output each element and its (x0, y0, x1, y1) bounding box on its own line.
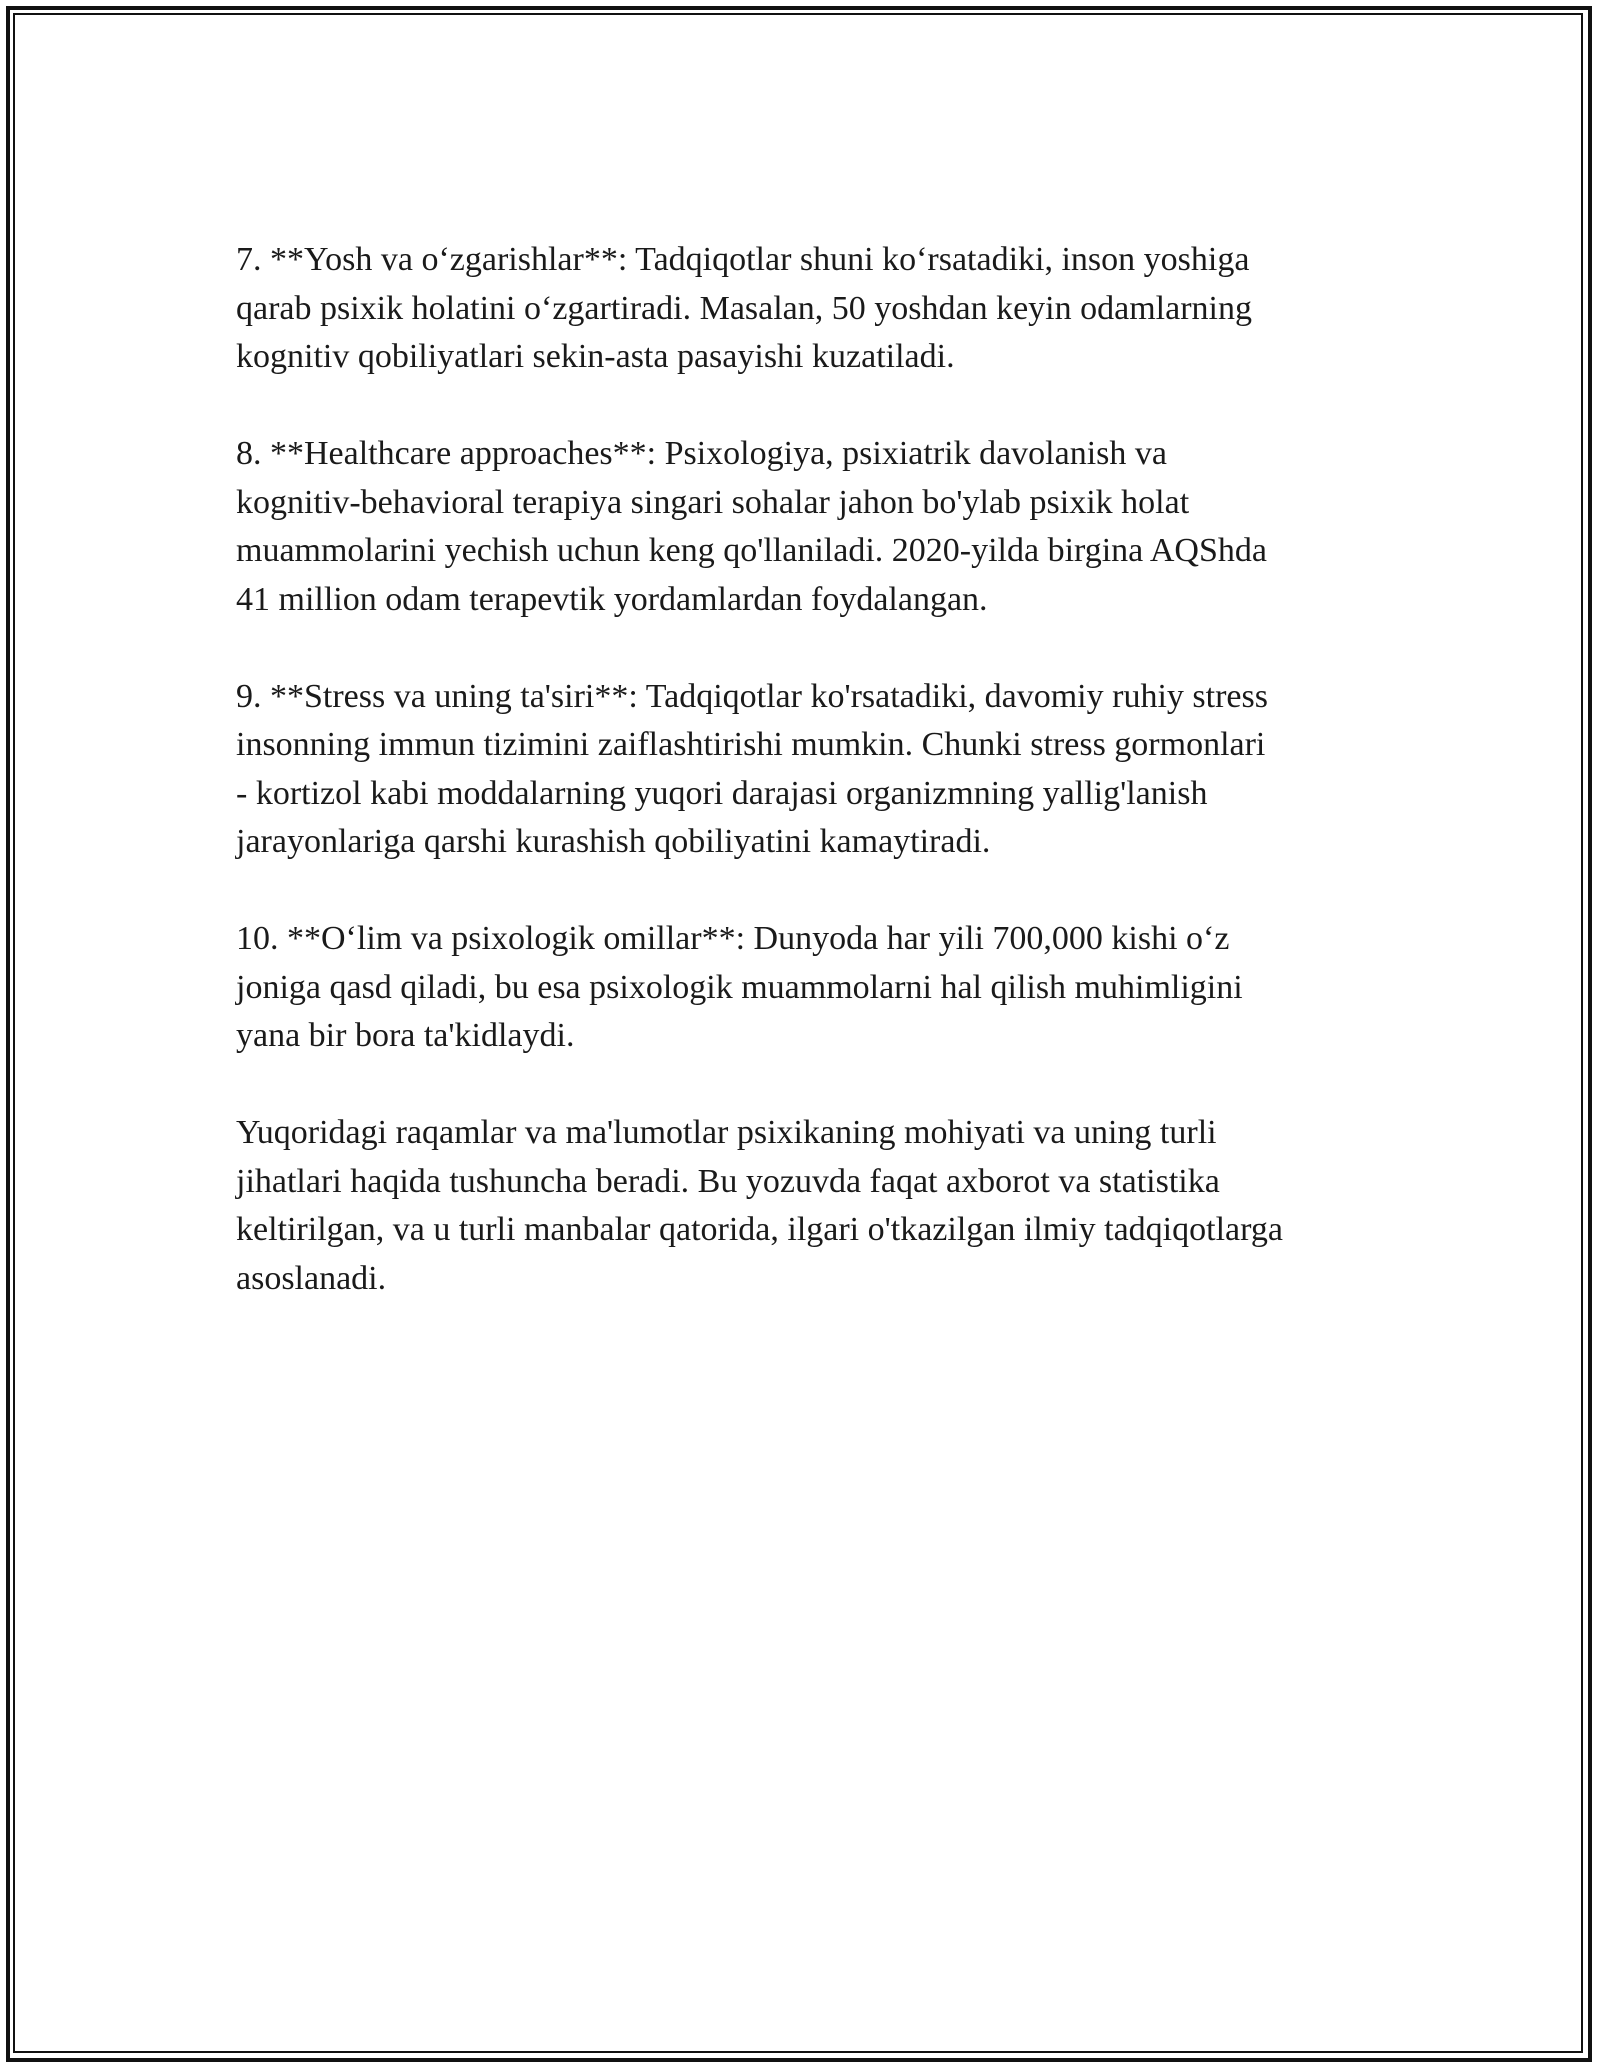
document-body (236, 236, 1386, 1352)
paragraph-item-9: 9. **Stress va uning ta'siri**: Tadqiqotlar ko'rsatadiki, davomiy ruhiy stress insonning immun tizimini zaiflashtirishi mumkin. Chunki stress gormonlari - kortizol kabi moddalarning yuqori darajasi organizmning yallig'lanish jarayonlariga qarshi kurashish qobiliyatini kamaytiradi. (236, 677, 1268, 860)
paragraph-item-10: 10. **O‘lim va psixologik omillar**: Dunyoda har yili 700,000 kishi o‘z joniga qasd qiladi, bu esa psixologik muammolarni hal qilish muhimligini yana bir bora ta'kidlaydi. (236, 920, 1243, 1054)
paragraph-item-8: 8. **Healthcare approaches**: Psixologiya, psixiatrik davolanish va kognitiv-behavioral terapiya singari sohalar jahon bo'ylab psixik holat muammolarini yechish uchun keng qo'llaniladi. 2020-yilda birgina AQShda 41 million odam terapevtik yordamlardan foydalangan. (236, 435, 1267, 618)
paragraph-conclusion: Yuqoridagi raqamlar va ma'lumotlar psixikaning mohiyati va uning turli jihatlari haqida tushuncha beradi. Bu yozuvda faqat axborot va statistika keltirilgan, va u turli manbalar qatorida, ilgari o'tkazilgan ilmiy tadqiqotlarga asoslanadi. (236, 1114, 1283, 1297)
paragraph-item-7: 7. **Yosh va o‘zgarishlar**: Tadqiqotlar shuni ko‘rsatadiki, inson yoshiga qarab psixik holatini o‘zgartiradi. Masalan, 50 yoshdan keyin odamlarning kognitiv qobiliyatlari sekin-asta pasayishi kuzatiladi. (236, 241, 1252, 375)
